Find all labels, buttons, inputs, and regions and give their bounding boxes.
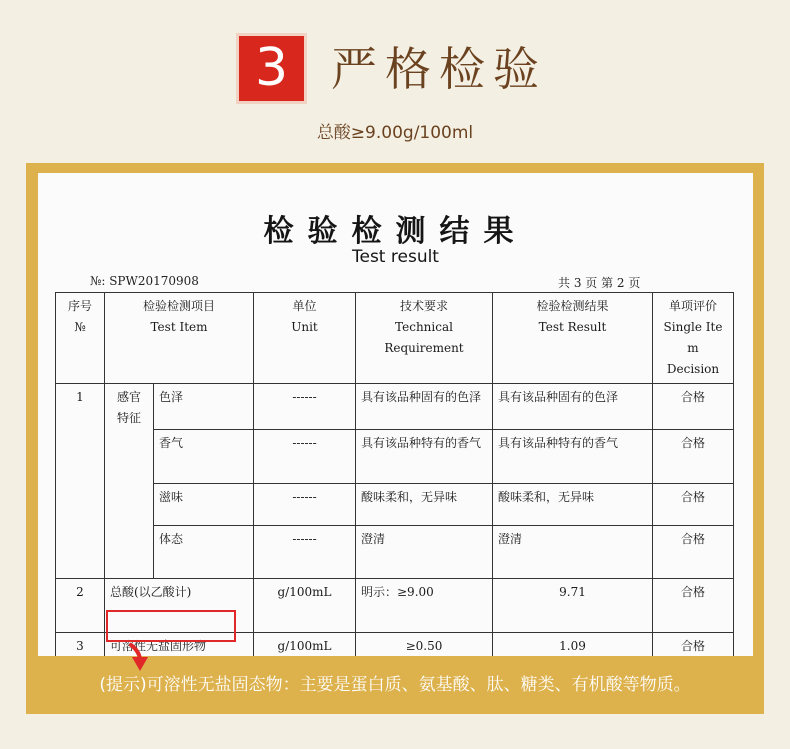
item-name: 滋味 — [154, 484, 254, 526]
document-subtitle: Test result — [352, 247, 439, 267]
unit-cell: ------ — [254, 526, 356, 579]
item-name: 可溶性无盐固形物 — [105, 633, 254, 687]
result-cell: 具有该品种固有的色泽 — [493, 384, 653, 430]
decision-cell: 合格 — [653, 579, 734, 633]
document-title: 检验检测结果 — [263, 214, 528, 249]
requirement-cell: ≥0.50 — [356, 633, 493, 687]
result-cell: 澄清 — [493, 526, 653, 579]
unit-cell: ------ — [254, 384, 356, 430]
unit-cell: ------ — [254, 430, 356, 484]
section-number-badge: 3 — [236, 33, 307, 104]
page-info: 共 3 页 第 2 页 — [558, 276, 641, 290]
tip-text: (提示)可溶性无盐固态物：主要是蛋白质、氨基酸、肽、糖类、有机酸等物质。 — [99, 675, 691, 695]
section-title: 严格检验 — [331, 42, 547, 96]
table-row — [56, 384, 734, 430]
item-name: 香气 — [154, 430, 254, 484]
decision-cell: 合格 — [653, 526, 734, 579]
item-name: 总酸(以乙酸计) — [105, 579, 254, 633]
header-no: 序号 № — [56, 293, 105, 384]
decision-cell: 合格 — [653, 633, 734, 687]
test-report-document — [38, 173, 753, 656]
result-cell: 具有该品种特有的香气 — [493, 430, 653, 484]
header-result: 检验检测结果 Test Result — [493, 293, 653, 384]
decision-cell: 合格 — [653, 384, 734, 430]
table-row — [56, 484, 734, 526]
item-name: 体态 — [154, 526, 254, 579]
header-decision: 单项评价 Single Item Decision — [653, 293, 734, 384]
header-item: 检验检测项目 Test Item — [105, 293, 254, 384]
item-name: 色泽 — [154, 384, 254, 430]
row-number: 1 — [56, 384, 105, 579]
item-group: 感官 特征 — [105, 384, 154, 579]
row-number: 3 — [56, 633, 105, 687]
row-number: 2 — [56, 579, 105, 633]
table-header-row — [56, 293, 734, 384]
header-requirement: 技术要求 Technical Requirement — [356, 293, 493, 384]
header-unit: 单位 Unit — [254, 293, 356, 384]
arrow-down-icon — [125, 643, 153, 673]
report-number: №: SPW20170908 — [90, 274, 199, 288]
unit-cell: g/100mL — [254, 579, 356, 633]
requirement-cell: 明示：≥9.00 — [356, 579, 493, 633]
requirement-cell: 具有该品种特有的香气 — [356, 430, 493, 484]
decision-cell: 合格 — [653, 430, 734, 484]
result-cell: 1.09 — [493, 633, 653, 687]
highlight-box — [106, 610, 236, 642]
requirement-cell: 酸味柔和，无异味 — [356, 484, 493, 526]
table-row — [56, 526, 734, 579]
result-cell: 酸味柔和，无异味 — [493, 484, 653, 526]
result-cell: 9.71 — [493, 579, 653, 633]
unit-cell: g/100mL — [254, 633, 356, 687]
unit-cell: ------ — [254, 484, 356, 526]
table-row — [56, 430, 734, 484]
requirement-cell: 具有该品种固有的色泽 — [356, 384, 493, 430]
requirement-cell: 澄清 — [356, 526, 493, 579]
decision-cell: 合格 — [653, 484, 734, 526]
total-acid-subtitle: 总酸≥9.00g/100ml — [316, 123, 474, 143]
